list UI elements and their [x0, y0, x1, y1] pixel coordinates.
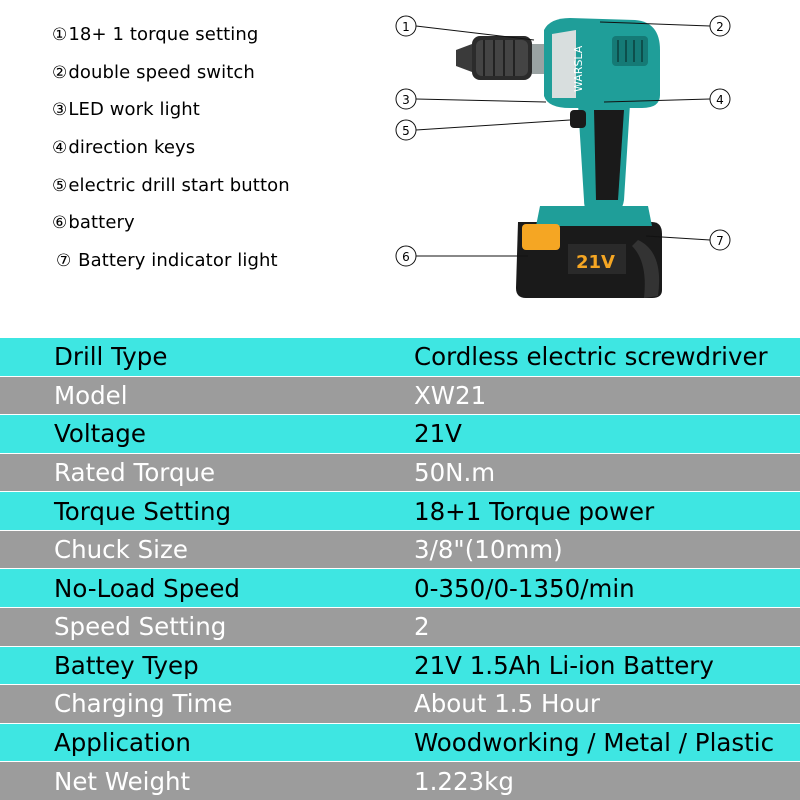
feature-item: [52, 169, 290, 207]
spec-label: Speed Setting: [0, 608, 410, 647]
table-row: [0, 723, 800, 762]
feature-item: [52, 244, 290, 282]
callout-7: 7: [716, 234, 724, 248]
feature-text: 18+ 1 torque setting: [68, 24, 259, 45]
spec-label: Torque Setting: [0, 492, 410, 531]
feature-item: [52, 93, 290, 131]
battery-pack: [516, 206, 662, 298]
callout-6: 6: [402, 250, 410, 264]
feature-number: ④: [52, 138, 68, 159]
spec-table: [0, 337, 800, 800]
spec-value: 3/8"(10mm): [410, 530, 800, 569]
feature-item: [52, 56, 290, 94]
drill-illustration: [380, 0, 800, 330]
feature-text: electric drill start button: [68, 174, 290, 196]
feature-text: Battery indicator light: [72, 250, 278, 272]
table-row: [0, 569, 800, 608]
callout-2: 2: [716, 20, 724, 34]
spec-value: 2: [410, 608, 800, 647]
spec-label: Chuck Size: [0, 530, 410, 569]
feature-list: [52, 18, 290, 282]
feature-text: direction keys: [68, 137, 196, 159]
battery-voltage-text: 21V: [576, 252, 615, 273]
feature-text: battery: [68, 212, 135, 234]
table-row: [0, 453, 800, 492]
spec-value: 50N.m: [410, 453, 800, 492]
feature-number: ⑦: [56, 251, 72, 272]
callout-3: 3: [402, 93, 410, 107]
table-row: [0, 608, 800, 647]
callout-1: 1: [402, 20, 410, 34]
callout-5: 5: [402, 124, 410, 138]
feature-text: double speed switch: [68, 61, 255, 83]
drill-brand-text: WARSLA: [572, 45, 585, 92]
drill-chuck: [456, 36, 548, 80]
spec-value: About 1.5 Hour: [410, 685, 800, 724]
table-row: [0, 415, 800, 454]
feature-text: LED work light: [68, 99, 200, 121]
feature-number: ①: [52, 25, 68, 45]
table-row: [0, 338, 800, 377]
drill-handle: [570, 104, 630, 214]
feature-number: ③: [52, 100, 68, 121]
spec-value: XW21: [410, 376, 800, 415]
table-row: [0, 492, 800, 531]
table-row: [0, 685, 800, 724]
spec-value: Woodworking / Metal / Plastic: [410, 723, 800, 762]
spec-label: Model: [0, 376, 410, 415]
feature-number: ②: [52, 62, 68, 83]
spec-value: 1.223kg: [410, 762, 800, 800]
spec-label: Net Weight: [0, 762, 410, 800]
drill-figure: [380, 0, 800, 330]
feature-item: [52, 206, 290, 244]
spec-value: Cordless electric screwdriver: [410, 338, 800, 377]
feature-number: ⑤: [52, 175, 68, 196]
table-row: [0, 530, 800, 569]
feature-item: [52, 18, 290, 56]
callout-4: 4: [716, 93, 724, 107]
spec-value: 18+1 Torque power: [410, 492, 800, 531]
spec-label: No-Load Speed: [0, 569, 410, 608]
spec-label: Rated Torque: [0, 453, 410, 492]
table-row: [0, 376, 800, 415]
spec-label: Battey Tyep: [0, 646, 410, 685]
drill-body: [544, 18, 660, 108]
table-row: [0, 646, 800, 685]
spec-label: Drill Type: [0, 338, 410, 377]
spec-label: Charging Time: [0, 685, 410, 724]
spec-value: 21V 1.5Ah Li-ion Battery: [410, 646, 800, 685]
spec-label: Application: [0, 723, 410, 762]
spec-label: Voltage: [0, 415, 410, 454]
feature-number: ⑥: [52, 213, 68, 234]
feature-item: [52, 131, 290, 169]
spec-value: 21V: [410, 415, 800, 454]
spec-value: 0-350/0-1350/min: [410, 569, 800, 608]
table-row: [0, 762, 800, 800]
